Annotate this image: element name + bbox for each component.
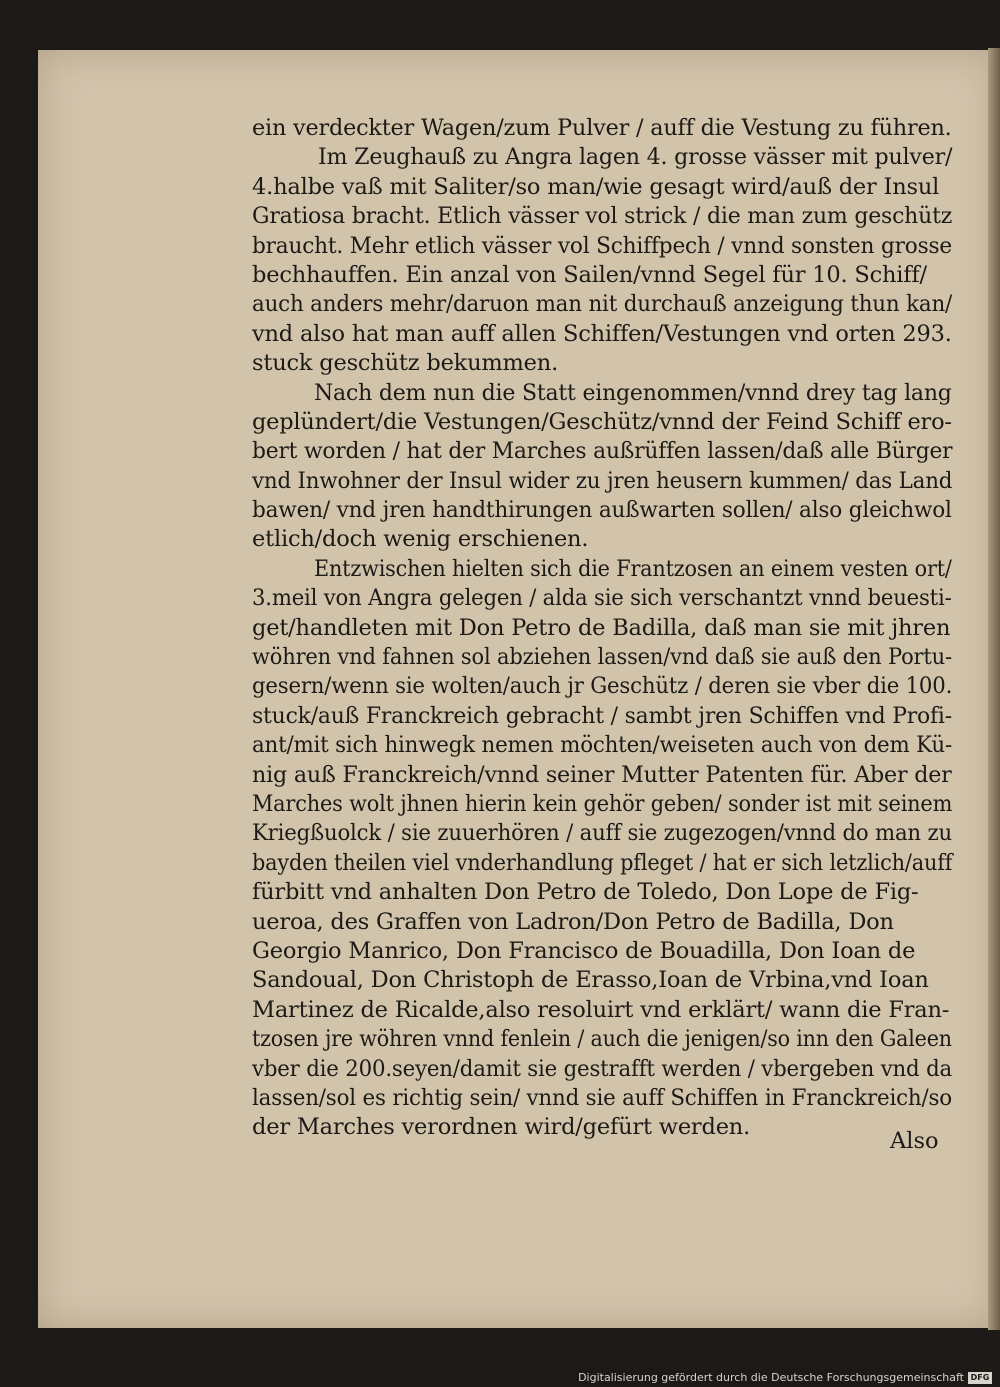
text-line: bawen/ vnd jren handthirungen außwarten sollen/ also gleichwol	[252, 497, 952, 524]
text-line: Nach dem nun die Statt eingenommen/vnnd drey tag lang	[314, 379, 952, 406]
footer-bar	[0, 1370, 1000, 1387]
text-line: Kriegßuolck / sie zuuerhören / auff sie zugezogen/vnnd do man zu	[252, 820, 952, 847]
text-line: braucht. Mehr etlich vässer vol Schiffpech / vnnd sonsten grosse	[252, 232, 953, 259]
text-line: gesern/wenn sie wolten/auch jr Geschütz / deren sie vber die 100.	[252, 673, 953, 700]
text-line: vnd Inwohner der Insul wider zu jren heusern kummen/ das Land	[252, 467, 953, 494]
text-line: bayden theilen viel vnderhandlung pfleget / hat er sich letzlich/auff	[252, 849, 953, 876]
text-line: Entzwischen hielten sich die Frantzosen an einem vesten ort/	[314, 555, 952, 582]
text-line: etlich/doch wenig erschienen.	[252, 526, 589, 553]
dfg-logo: DFG	[968, 1372, 992, 1384]
text-line: auch anders mehr/daruon man nit durchauß anzeigung thun kan/	[252, 291, 953, 318]
text-line: stuck geschütz bekummen.	[252, 350, 559, 377]
text-line: bechhauffen. Ein anzal von Sailen/vnnd Segel für 10. Schiff/	[252, 261, 927, 288]
text-line: 3.meil von Angra gelegen / alda sie sich verschantzt vnnd beuesti-	[252, 585, 952, 612]
text-line: stuck/auß Franckreich gebracht / sambt jren Schiffen vnd Profi-	[252, 702, 952, 729]
text-line: bert worden / hat der Marches außrüffen lassen/daß alle Bürger	[252, 438, 953, 465]
text-line: nig auß Franckreich/vnnd seiner Mutter Patenten für. Aber der	[252, 761, 952, 788]
text-line: 4.halbe vaß mit Saliter/so man/wie gesagt wird/auß der Insul	[252, 173, 940, 200]
text-line: fürbitt vnd anhalten Don Petro de Toledo, Don Lope de Fig-	[252, 879, 919, 906]
text-line: vber die 200.seyen/damit sie gestrafft werden / vbergeben vnd da	[252, 1055, 953, 1082]
text-line: Gratiosa bracht. Etlich vässer vol strick / die man zum geschütz	[252, 203, 953, 230]
text-line: Georgio Manrico, Don Francisco de Bouadilla, Don Ioan de	[252, 937, 916, 964]
text-line: ueroa, des Graffen von Ladron/Don Petro de Badilla, Don	[252, 908, 894, 935]
text-line: tzosen jre wöhren vnnd fenlein / auch die jenigen/so inn den Galeen	[252, 1026, 952, 1053]
page-edge	[988, 48, 1000, 1330]
text-line: wöhren vnd fahnen sol abziehen lassen/vnd daß sie auß den Portu-	[252, 644, 952, 671]
text-line: get/handleten mit Don Petro de Badilla, daß man sie mit jhren	[252, 614, 951, 641]
text-line: Sandoual, Don Christoph de Erasso,Ioan de Vrbina,vnd Ioan	[252, 967, 929, 994]
body-text	[252, 114, 952, 1143]
text-line: Martinez de Ricalde,also resoluirt vnd erklärt/ wann die Fran-	[252, 996, 950, 1023]
text-line: vnd also hat man auff allen Schiffen/Vestungen vnd orten 293.	[252, 320, 952, 347]
catchword: Also	[890, 1128, 939, 1154]
text-line: der Marches verordnen wird/gefürt werden.	[252, 1114, 751, 1141]
text-line: geplündert/die Vestungen/Geschütz/vnnd der Feind Schiff ero-	[252, 408, 952, 435]
text-line: lassen/sol es richtig sein/ vnnd sie auff Schiffen in Franckreich/so	[252, 1084, 952, 1111]
text-line: ein verdeckter Wagen/zum Pulver / auff die Vestung zu führen.	[252, 115, 952, 141]
text-line: Im Zeughauß zu Angra lagen 4. grosse vässer mit pulver/	[318, 144, 953, 171]
text-line: ant/mit sich hinwegk nemen möchten/weiseten auch von dem Kü-	[252, 732, 952, 759]
funding-credit: Digitalisierung gefördert durch die Deutsche Forschungsgemeinschaft	[578, 1371, 964, 1384]
text-line: Marches wolt jhnen hierin kein gehör geben/ sonder ist mit seinem	[252, 790, 953, 817]
